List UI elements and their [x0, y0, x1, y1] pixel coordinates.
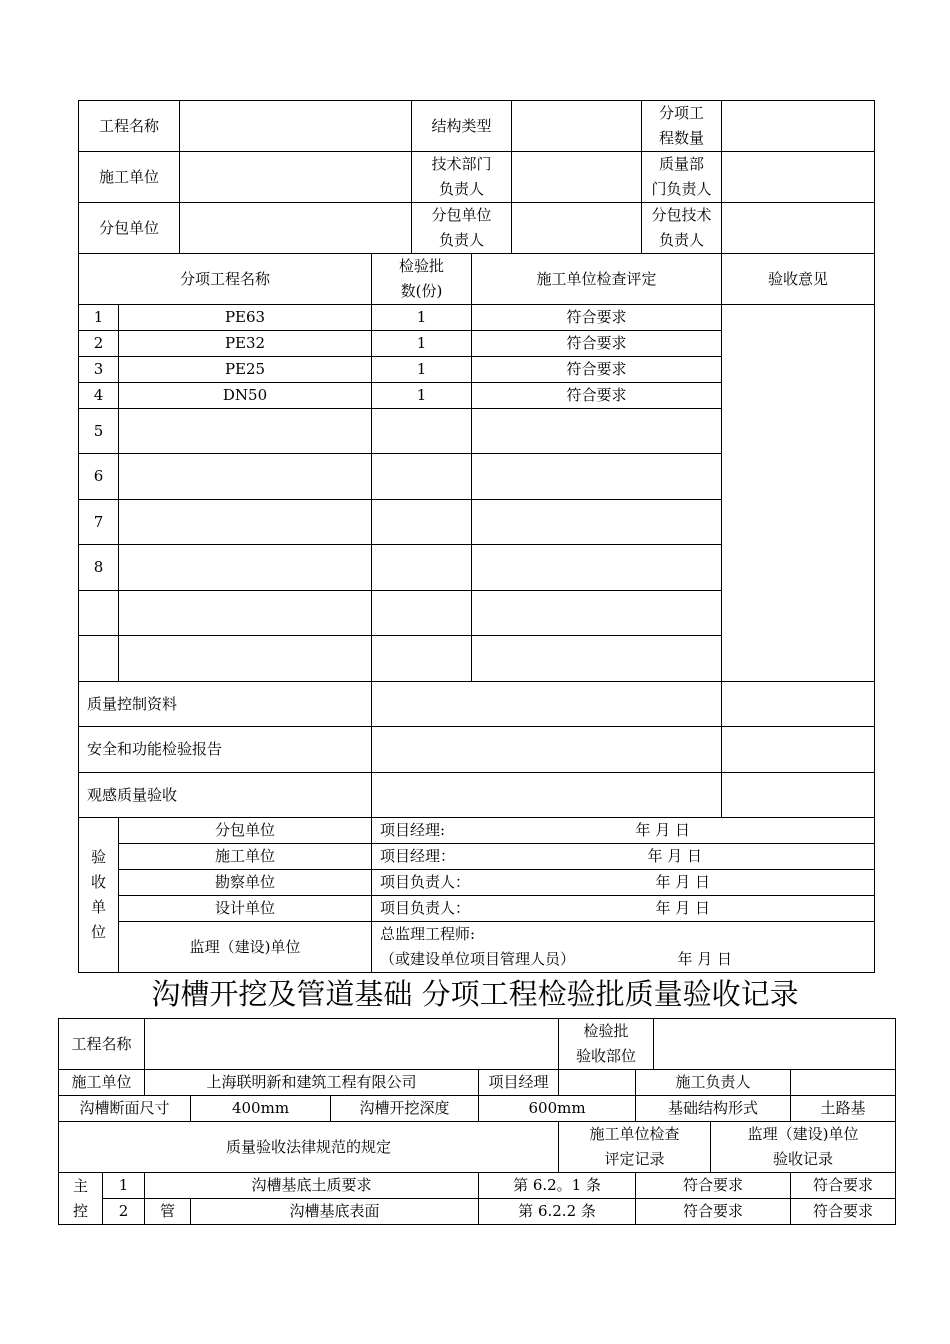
- row-batch-count: 1: [372, 357, 472, 383]
- trench-section-value: 400mm: [191, 1096, 331, 1122]
- inspect-part-value[interactable]: [654, 1019, 896, 1070]
- project-name-value[interactable]: [180, 101, 412, 152]
- appearance-value[interactable]: [372, 773, 722, 818]
- subcontractor-value[interactable]: [180, 203, 412, 254]
- safety-report-opinion[interactable]: [722, 727, 875, 773]
- row-subitem-name: PE32: [119, 331, 372, 357]
- unit-subcontractor: 分包单位: [119, 818, 372, 844]
- subcontractor-tech-label: 分包技术 负责人: [642, 203, 722, 254]
- row-batch-count[interactable]: [372, 454, 472, 500]
- unit-contractor-sign[interactable]: 项目经理： 年 月 日: [372, 844, 875, 870]
- row-subitem-name[interactable]: [119, 591, 372, 636]
- acceptance-units-side-label: 验 收 单 位: [79, 818, 119, 973]
- project-name-value-2[interactable]: [145, 1019, 559, 1070]
- subitem-count-label: 分项工 程数量: [642, 101, 722, 152]
- safety-report-label: 安全和功能检验报告: [79, 727, 372, 773]
- row-number: 6: [79, 454, 119, 500]
- row-number: 3: [79, 357, 119, 383]
- project-manager-label: 项目经理: [479, 1070, 559, 1096]
- row-number: [79, 591, 119, 636]
- trench-depth-value: 600mm: [479, 1096, 636, 1122]
- item-number: 1: [103, 1173, 145, 1199]
- row-contractor-eval: 符合要求: [472, 383, 722, 409]
- contractor-label: 施工单位: [79, 152, 180, 203]
- quality-control-opinion[interactable]: [722, 682, 875, 727]
- row-number: 5: [79, 409, 119, 454]
- item-clause: 第 6.2.2 条: [479, 1199, 636, 1225]
- row-batch-count[interactable]: [372, 545, 472, 591]
- quality-dept-head-label: 质量部 门负责人: [642, 152, 722, 203]
- contractor-eval-record-label: 施工单位检查 评定记录: [559, 1122, 711, 1173]
- column-batch-count: 检验批 数(份): [372, 254, 472, 305]
- construction-head-label: 施工负责人: [636, 1070, 791, 1096]
- row-number: 1: [79, 305, 119, 331]
- structure-type-value[interactable]: [512, 101, 642, 152]
- acceptance-opinion-cell[interactable]: [722, 305, 875, 682]
- item-number: 2: [103, 1199, 145, 1225]
- foundation-form-value: 土路基: [791, 1096, 896, 1122]
- item-clause: 第 6.2。1 条: [479, 1173, 636, 1199]
- subcontractor-head-value[interactable]: [512, 203, 642, 254]
- row-subitem-name[interactable]: [119, 500, 372, 545]
- row-contractor-eval[interactable]: [472, 409, 722, 454]
- subcontractor-tech-value[interactable]: [722, 203, 875, 254]
- spec-label: 质量验收法律规范的规定: [59, 1122, 559, 1173]
- project-name-label: 工程名称: [79, 101, 180, 152]
- item-contractor-eval: 符合要求: [636, 1173, 791, 1199]
- contractor-label-2: 施工单位: [59, 1070, 145, 1096]
- contractor-value-2: 上海联明新和建筑工程有限公司: [145, 1070, 479, 1096]
- row-batch-count: 1: [372, 331, 472, 357]
- row-contractor-eval[interactable]: [472, 454, 722, 500]
- row-contractor-eval: 符合要求: [472, 331, 722, 357]
- row-batch-count[interactable]: [372, 500, 472, 545]
- structure-type-label: 结构类型: [412, 101, 512, 152]
- row-batch-count[interactable]: [372, 636, 472, 682]
- row-number: 2: [79, 331, 119, 357]
- row-number: 8: [79, 545, 119, 591]
- unit-subcontractor-sign[interactable]: 项目经理: 年 月 日: [372, 818, 875, 844]
- tech-dept-head-value[interactable]: [512, 152, 642, 203]
- form-title: 沟槽开挖及管道基础 分项工程检验批质量验收记录: [151, 977, 799, 1011]
- unit-survey-sign[interactable]: 项目负责人： 年 月 日: [372, 870, 875, 896]
- row-subitem-name[interactable]: [119, 454, 372, 500]
- project-name-label-2: 工程名称: [59, 1019, 145, 1070]
- inspect-part-label: 检验批 验收部位: [559, 1019, 654, 1070]
- project-manager-value[interactable]: [559, 1070, 636, 1096]
- contractor-value[interactable]: [180, 152, 412, 203]
- row-subitem-name[interactable]: [119, 636, 372, 682]
- quality-control-label: 质量控制资料: [79, 682, 372, 727]
- subcontractor-label: 分包单位: [79, 203, 180, 254]
- unit-supervisor: 监理（建设)单位: [119, 922, 372, 973]
- foundation-form-label: 基础结构形式: [636, 1096, 791, 1122]
- row-subitem-name: PE25: [119, 357, 372, 383]
- unit-contractor: 施工单位: [119, 844, 372, 870]
- row-contractor-eval[interactable]: [472, 500, 722, 545]
- row-contractor-eval: 符合要求: [472, 357, 722, 383]
- row-number: 4: [79, 383, 119, 409]
- row-batch-count: 1: [372, 383, 472, 409]
- row-contractor-eval: 符合要求: [472, 305, 722, 331]
- unit-design: 设计单位: [119, 896, 372, 922]
- unit-survey: 勘察单位: [119, 870, 372, 896]
- row-contractor-eval[interactable]: [472, 591, 722, 636]
- row-contractor-eval[interactable]: [472, 636, 722, 682]
- item-requirement: 沟槽基底土质要求: [145, 1173, 479, 1199]
- row-contractor-eval[interactable]: [472, 545, 722, 591]
- safety-report-value[interactable]: [372, 727, 722, 773]
- construction-head-value[interactable]: [791, 1070, 896, 1096]
- column-contractor-eval: 施工单位检查评定: [472, 254, 722, 305]
- row-subitem-name[interactable]: [119, 409, 372, 454]
- unit-design-sign[interactable]: 项目负责人： 年 月 日: [372, 896, 875, 922]
- item-supervisor-record: 符合要求: [791, 1173, 896, 1199]
- item-requirement: 沟槽基底表面: [191, 1199, 479, 1225]
- item-contractor-eval: 符合要求: [636, 1199, 791, 1225]
- inspection-batch-table: [58, 1018, 896, 1225]
- quality-control-value[interactable]: [372, 682, 722, 727]
- row-number: [79, 636, 119, 682]
- appearance-label: 观感质量验收: [79, 773, 372, 818]
- trench-section-label: 沟槽断面尺寸: [59, 1096, 191, 1122]
- row-subitem-name: DN50: [119, 383, 372, 409]
- row-subitem-name[interactable]: [119, 545, 372, 591]
- row-number: 7: [79, 500, 119, 545]
- item-sub-label: 管: [145, 1199, 191, 1225]
- row-batch-count: 1: [372, 305, 472, 331]
- supervisor-role: 总监理工程师:: [380, 925, 476, 943]
- subproject-acceptance-table: [78, 100, 875, 973]
- row-batch-count[interactable]: [372, 591, 472, 636]
- supervisor-record-label: 监理（建设)单位 验收记录: [711, 1122, 896, 1173]
- quality-dept-head-value[interactable]: [722, 152, 875, 203]
- column-subitem-name: 分项工程名称: [79, 254, 372, 305]
- subitem-count-value[interactable]: [722, 101, 875, 152]
- subcontractor-head-label: 分包单位 负责人: [412, 203, 512, 254]
- item-supervisor-record: 符合要求: [791, 1199, 896, 1225]
- row-subitem-name: PE63: [119, 305, 372, 331]
- row-batch-count[interactable]: [372, 409, 472, 454]
- main-control-label: 主 控: [59, 1173, 103, 1225]
- unit-supervisor-sign[interactable]: 总监理工程师: （或建设单位项目管理人员） 年 月 日: [372, 922, 875, 973]
- tech-dept-head-label: 技术部门 负责人: [412, 152, 512, 203]
- trench-depth-label: 沟槽开挖深度: [331, 1096, 479, 1122]
- appearance-opinion[interactable]: [722, 773, 875, 818]
- column-acceptance-opinion: 验收意见: [722, 254, 875, 305]
